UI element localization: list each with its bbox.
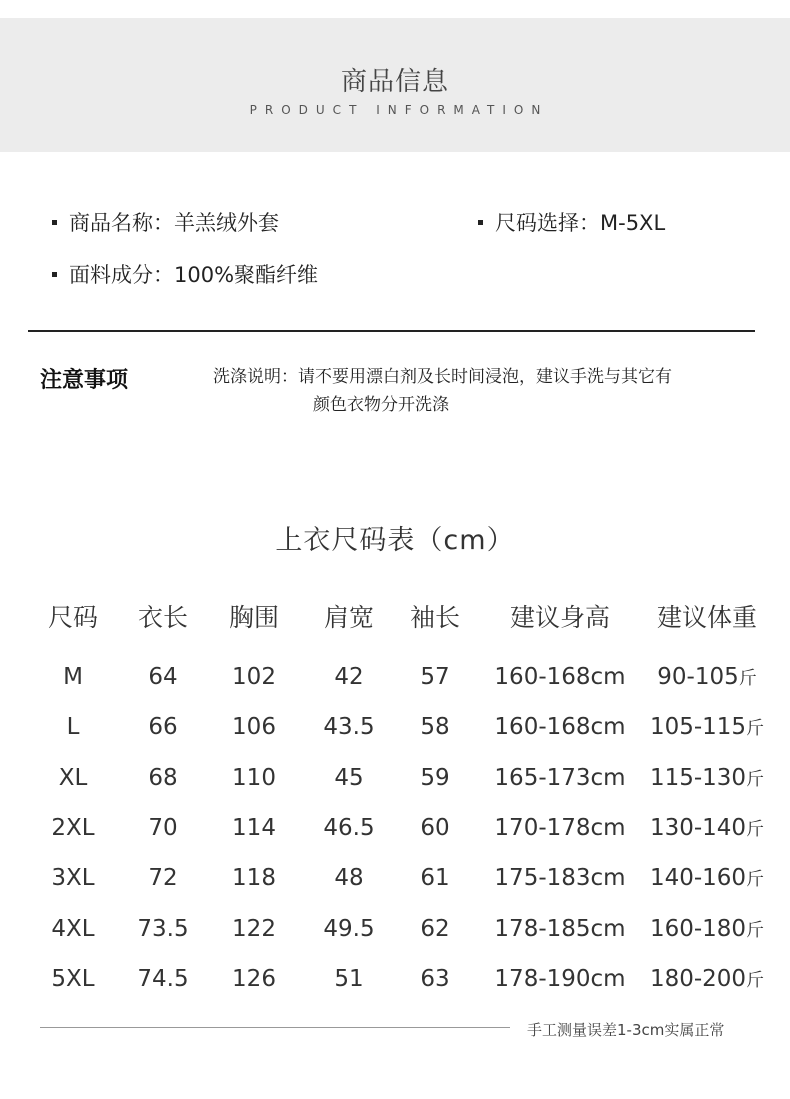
cell-size: 2XL xyxy=(51,814,95,841)
header-title: 商品信息 xyxy=(340,67,449,97)
product-info-header xyxy=(0,18,790,152)
bullet-icon xyxy=(52,272,57,277)
cell-weight-value: 90-105 xyxy=(657,664,739,690)
cell-size: 4XL xyxy=(51,915,95,942)
cell-weight xyxy=(650,865,764,891)
info-product-name-text: 商品名称：羊羔绒外套 xyxy=(69,211,279,235)
footer-note: 手工测量误差1-3cm实属正常 xyxy=(527,1021,725,1039)
cell-sleeve: 60 xyxy=(420,814,450,841)
cell-length: 64 xyxy=(148,664,178,690)
cell-size: L xyxy=(66,714,80,741)
notes-line-2: 颜色衣物分开洗涤 xyxy=(313,395,449,415)
cell-sleeve: 59 xyxy=(420,764,450,791)
cell-length: 73.5 xyxy=(137,915,189,942)
cell-weight-value: 160-180 xyxy=(649,915,747,942)
cell-weight-value: 105-115 xyxy=(649,714,747,741)
cell-height: 170-178cm xyxy=(494,814,626,841)
header-length: 衣长 xyxy=(137,603,189,632)
cell-shoulder: 45 xyxy=(334,764,364,791)
cell-weight xyxy=(657,664,756,690)
cell-height: 160-168cm xyxy=(494,664,626,690)
cell-length: 68 xyxy=(148,764,178,791)
info-fabric xyxy=(52,259,318,289)
cell-weight xyxy=(650,815,764,841)
bullet-icon xyxy=(478,220,483,225)
header-chest: 胸围 xyxy=(228,603,280,632)
cell-chest: 118 xyxy=(232,865,276,892)
cell-shoulder: 51 xyxy=(334,965,364,992)
cell-chest: 114 xyxy=(232,814,276,841)
cell-weight-unit: 斤 xyxy=(738,668,757,689)
cell-shoulder: 42 xyxy=(334,664,364,690)
notes-text xyxy=(213,363,753,419)
header-sleeve: 袖长 xyxy=(409,603,461,632)
cell-size: XL xyxy=(58,764,88,791)
cell-weight-value: 115-130 xyxy=(649,764,747,791)
cell-height: 175-183cm xyxy=(494,865,626,892)
info-fabric-text: 面料成分：100%聚酯纤维 xyxy=(69,263,319,287)
cell-shoulder: 46.5 xyxy=(323,814,375,841)
cell-weight-value: 180-200 xyxy=(649,965,747,992)
cell-length: 70 xyxy=(148,814,178,841)
cell-chest: 126 xyxy=(232,965,276,992)
cell-weight xyxy=(650,765,764,791)
size-table-title: 上衣尺码表（cm） xyxy=(275,525,515,556)
info-size-range xyxy=(478,207,665,237)
cell-sleeve: 63 xyxy=(420,965,450,992)
cell-length: 66 xyxy=(148,714,178,741)
header-height: 建议身高 xyxy=(509,603,611,632)
cell-height: 160-168cm xyxy=(494,714,626,741)
footer-divider xyxy=(40,1027,510,1028)
cell-weight-unit: 斤 xyxy=(746,718,765,740)
cell-weight-unit: 斤 xyxy=(746,818,765,840)
cell-weight-value: 130-140 xyxy=(649,814,747,841)
cell-height: 178-190cm xyxy=(494,965,626,992)
header-weight: 建议体重 xyxy=(656,603,758,632)
cell-sleeve: 58 xyxy=(420,714,450,741)
cell-weight-unit: 斤 xyxy=(746,919,765,941)
bullet-icon xyxy=(52,220,57,225)
cell-weight-value: 140-160 xyxy=(649,865,747,892)
header-subtitle: PRODUCT INFORMATION xyxy=(249,103,549,117)
cell-shoulder: 49.5 xyxy=(323,915,375,942)
cell-sleeve: 62 xyxy=(420,915,450,942)
cell-weight-unit: 斤 xyxy=(746,869,765,891)
cell-weight xyxy=(650,916,764,942)
cell-chest: 102 xyxy=(232,664,276,690)
info-product-name xyxy=(52,207,279,237)
cell-length: 72 xyxy=(148,865,178,892)
cell-weight xyxy=(650,966,764,992)
header-size: 尺码 xyxy=(47,603,99,632)
notes-title: 注意事项 xyxy=(40,368,129,393)
cell-weight xyxy=(650,714,764,740)
cell-shoulder: 48 xyxy=(334,865,364,892)
cell-chest: 106 xyxy=(232,714,276,741)
section-divider xyxy=(28,330,755,332)
cell-sleeve: 61 xyxy=(420,865,450,892)
notes-line-1: 洗涤说明：请不要用漂白剂及长时间浸泡，建议手洗与其它有 xyxy=(213,367,672,387)
cell-size: 3XL xyxy=(51,865,95,892)
cell-weight-unit: 斤 xyxy=(746,768,765,790)
cell-size: 5XL xyxy=(51,965,95,992)
info-size-range-text: 尺码选择：M-5XL xyxy=(495,211,666,235)
cell-chest: 122 xyxy=(232,915,276,942)
cell-height: 165-173cm xyxy=(494,764,626,791)
cell-size: M xyxy=(63,664,83,690)
header-shoulder: 肩宽 xyxy=(323,603,375,632)
cell-length: 74.5 xyxy=(137,965,189,992)
cell-sleeve: 57 xyxy=(420,664,450,690)
cell-weight-unit: 斤 xyxy=(746,969,765,991)
cell-shoulder: 43.5 xyxy=(323,714,375,741)
cell-height: 178-185cm xyxy=(494,915,626,942)
cell-chest: 110 xyxy=(232,764,276,791)
